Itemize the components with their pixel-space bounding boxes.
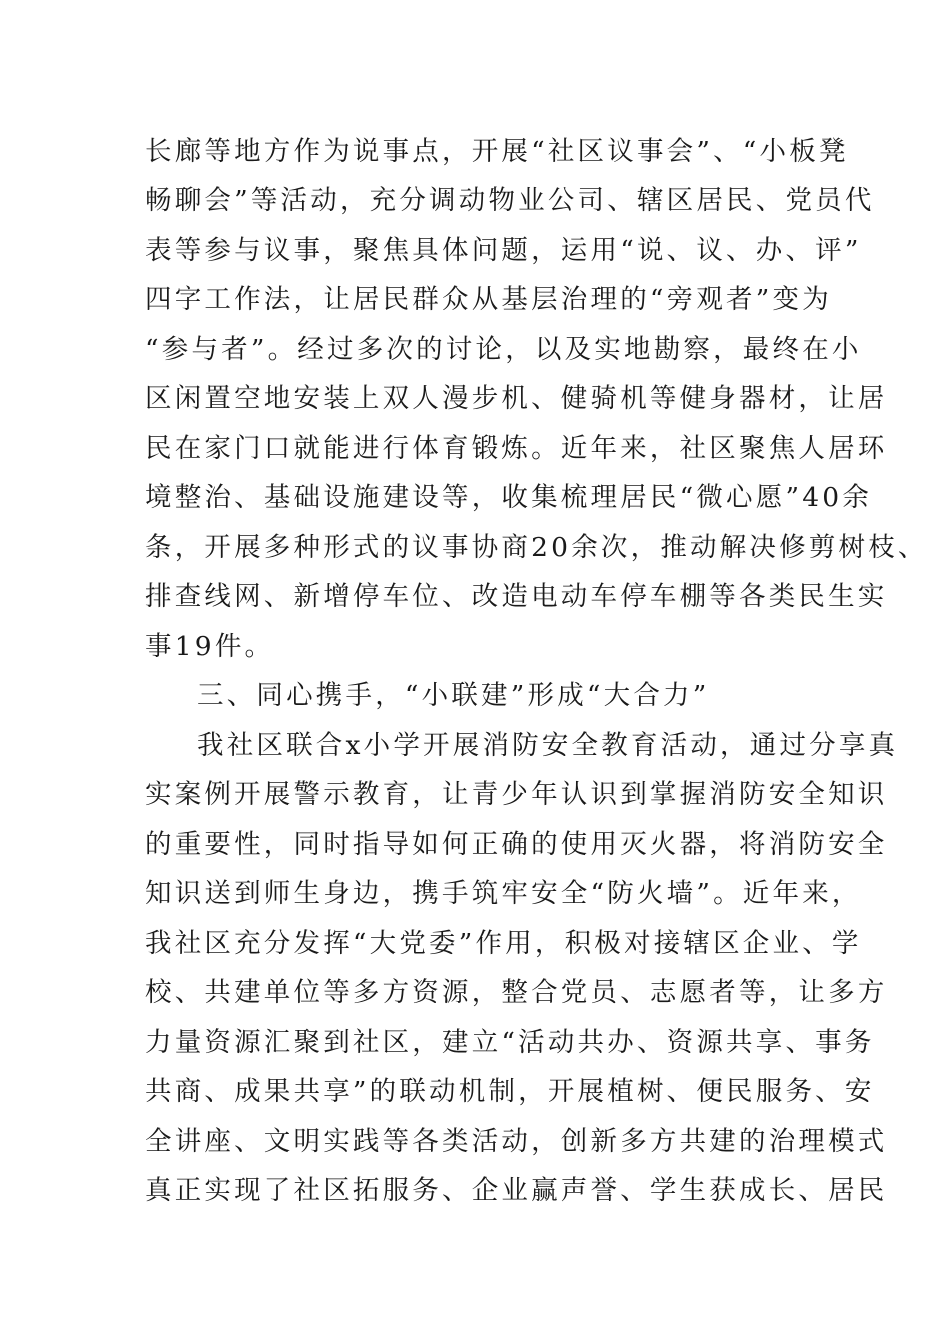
text-line: 民在家门口就能进行体育锻炼。近年来，社区聚焦人居环 xyxy=(145,433,888,464)
text-line: 共商、成果共享”的联动机制，开展植树、便民服务、安 xyxy=(145,1076,875,1107)
text-line: 校、共建单位等多方资源，整合党员、志愿者等，让多方 xyxy=(145,977,888,1008)
text-line: 力量资源汇聚到社区，建立“活动共办、资源共享、事务 xyxy=(145,1027,875,1058)
text-line: 实案例开展警示教育，让青少年认识到掌握消防安全知识 xyxy=(145,779,888,810)
text-line: 我社区充分发挥“大党委”作用，积极对接辖区企业、学 xyxy=(145,928,862,959)
text-line: “参与者”。经过多次的讨论，以及实地勘察，最终在小 xyxy=(145,334,862,365)
text-line: 境整治、基础设施建设等，收集梳理居民“微心愿”40余 xyxy=(145,482,873,513)
text-line: 事19件。 xyxy=(145,631,275,662)
text-line: 四字工作法，让居民群众从基层治理的“旁观者”变为 xyxy=(145,284,832,315)
section-heading: 三、同心携手，“小联建”形成“大合力” xyxy=(197,680,710,711)
text-line: 畅聊会”等活动，充分调动物业公司、辖区居民、党员代 xyxy=(145,185,875,216)
text-line: 真正实现了社区拓服务、企业赢声誉、学生获成长、居民 xyxy=(145,1175,888,1206)
text-line: 条，开展多种形式的议事协商20余次，推动解决修剪树枝、 xyxy=(145,532,928,563)
text-line: 排查线网、新增停车位、改造电动车停车棚等各类民生实 xyxy=(145,581,888,612)
text-line: 知识送到师生身边，携手筑牢安全“防火墙”。近年来， xyxy=(145,878,862,909)
text-line: 表等参与议事，聚焦具体问题，运用“说、议、办、评” xyxy=(145,235,862,266)
text-line: 我社区联合x小学开展消防安全教育活动，通过分享真 xyxy=(197,730,899,761)
text-line: 长廊等地方作为说事点，开展“社区议事会”、“小板凳 xyxy=(145,136,849,167)
text-line: 区闲置空地安装上双人漫步机、健骑机等健身器材，让居 xyxy=(145,383,888,414)
text-line: 全讲座、文明实践等各类活动，创新多方共建的治理模式 xyxy=(145,1126,888,1157)
text-line: 的重要性，同时指导如何正确的使用灭火器，将消防安全 xyxy=(145,829,888,860)
